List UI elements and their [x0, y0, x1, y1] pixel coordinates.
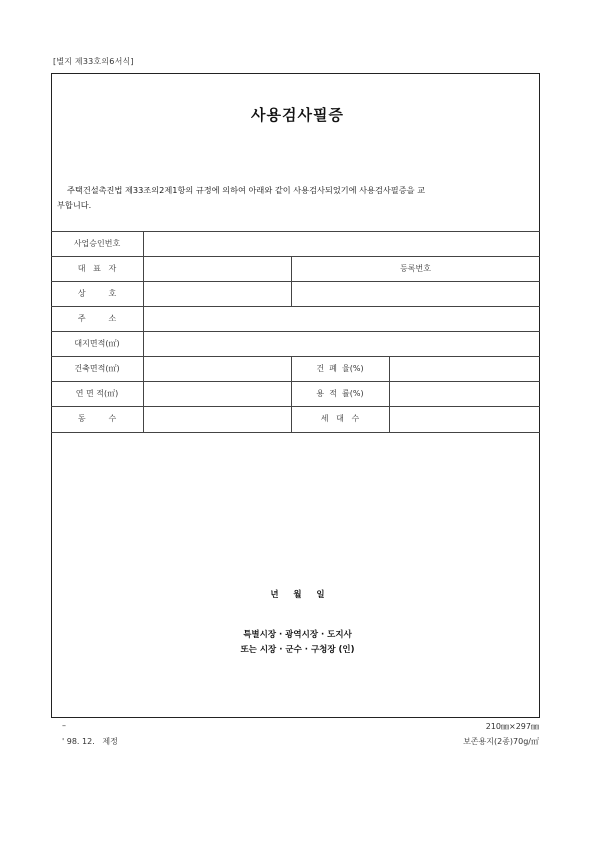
footer-paper-type: 보존용지(2종)70g/㎡ — [463, 737, 539, 746]
issue-date: 년 월 일 — [270, 590, 325, 600]
issuer-line-2: 또는 시장 · 군수 · 구청장 (인) — [240, 645, 355, 655]
table-divider — [389, 356, 390, 432]
footer-paper-size: 210㎜×297㎜ — [485, 722, 539, 731]
label-site-area: 대지면적(㎡) — [74, 339, 120, 348]
label-approval-number: 사업승인번호 — [73, 239, 121, 248]
label-trade-name: 상 호 — [77, 289, 117, 298]
table-rule — [51, 432, 540, 433]
label-household-count: 세 대 수 — [320, 414, 360, 423]
intro-paragraph — [57, 183, 537, 213]
label-address: 주 소 — [77, 314, 117, 323]
label-floor-area-ratio: 용 적 률(%) — [316, 389, 364, 398]
label-registration-number: 등록번호 — [400, 264, 431, 273]
label-building-count: 동 수 — [77, 414, 117, 423]
label-representative: 대 표 자 — [77, 264, 117, 273]
form-number: [별지 제33호의6서식] — [53, 57, 134, 66]
footer-dash: – — [62, 721, 66, 730]
intro-line-1: 주택건설촉진법 제33조의2제1항의 규정에 의하여 아래와 같이 사용검사되었기에 사용검사필증을 교 — [67, 185, 426, 195]
document-title: 사용검사필증 — [251, 106, 344, 124]
label-building-area: 건축면적(㎡) — [74, 364, 120, 373]
intro-line-2: 부합니다. — [57, 200, 92, 210]
label-coverage-ratio: 건 폐 율(%) — [316, 364, 364, 373]
label-total-floor-area: 연 면 적(㎡) — [75, 389, 119, 398]
issuer-line-1: 특별시장 · 광역시장 · 도지사 — [243, 630, 352, 640]
info-table — [51, 231, 540, 434]
table-divider — [143, 231, 144, 432]
footer-enacted-date: ' 98. 12. 제정 — [62, 737, 118, 746]
